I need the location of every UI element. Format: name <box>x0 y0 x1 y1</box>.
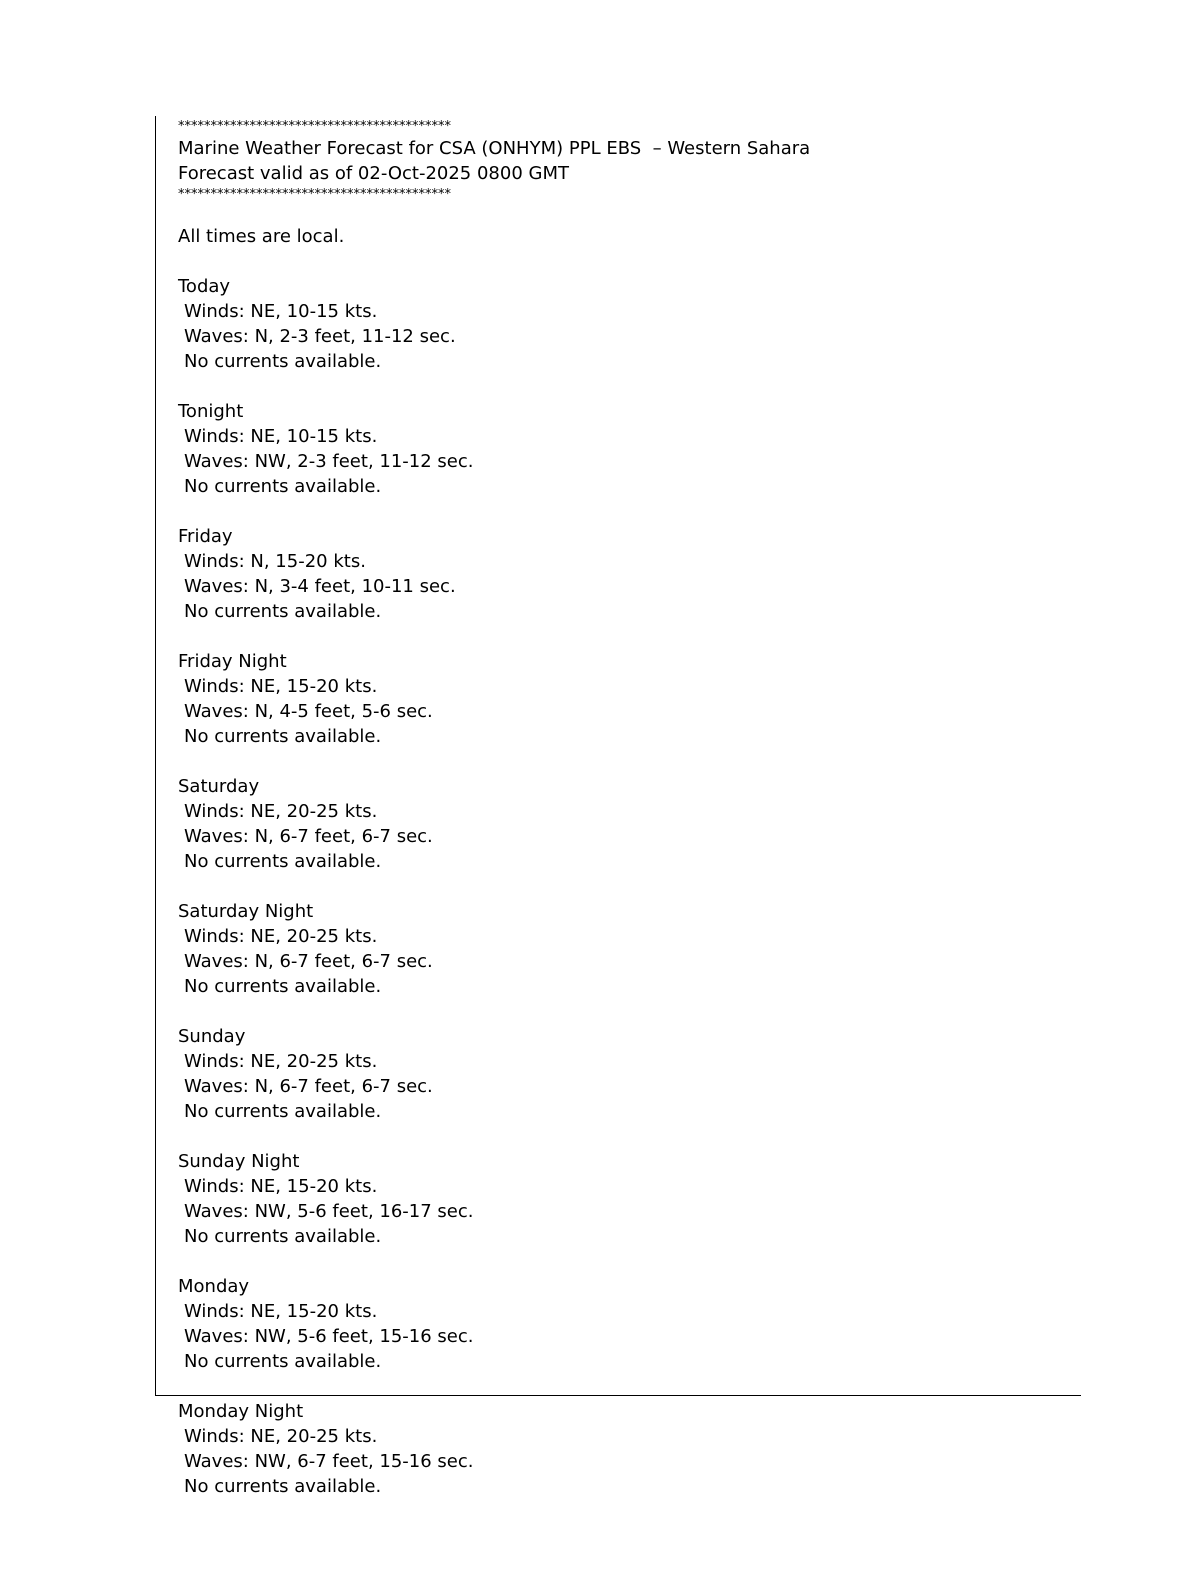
times-note: All times are local. <box>178 226 345 247</box>
period-name: Today <box>178 276 231 297</box>
period-waves: Waves: NW, 6-7 feet, 15-16 sec. <box>184 1451 474 1472</box>
period-sunday <box>178 1024 1078 1124</box>
period-winds: Winds: N, 15-20 kts. <box>184 551 366 572</box>
period-winds: Winds: NE, 20-25 kts. <box>184 1051 378 1072</box>
period-waves: Waves: N, 6-7 feet, 6-7 sec. <box>184 826 433 847</box>
period-name: Saturday <box>178 776 260 797</box>
period-monday <box>178 1274 1078 1374</box>
period-winds: Winds: NE, 15-20 kts. <box>184 1176 378 1197</box>
period-winds: Winds: NE, 10-15 kts. <box>184 426 378 447</box>
period-waves: Waves: NW, 2-3 feet, 11-12 sec. <box>184 451 474 472</box>
period-currents: No currents available. <box>184 1351 382 1372</box>
period-name: Friday Night <box>178 651 287 672</box>
period-currents: No currents available. <box>184 1101 382 1122</box>
period-name: Friday <box>178 526 233 547</box>
period-tonight <box>178 399 1078 499</box>
period-currents: No currents available. <box>184 601 382 622</box>
period-name: Monday Night <box>178 1401 304 1422</box>
period-winds: Winds: NE, 15-20 kts. <box>184 1301 378 1322</box>
stars-divider-top: ****************************************** <box>178 119 451 134</box>
period-waves: Waves: N, 3-4 feet, 10-11 sec. <box>184 576 456 597</box>
period-waves: Waves: N, 4-5 feet, 5-6 sec. <box>184 701 433 722</box>
period-waves: Waves: NW, 5-6 feet, 15-16 sec. <box>184 1326 474 1347</box>
period-name: Sunday <box>178 1026 246 1047</box>
period-currents: No currents available. <box>184 476 382 497</box>
period-winds: Winds: NE, 20-25 kts. <box>184 1426 378 1447</box>
period-saturday <box>178 774 1078 874</box>
period-winds: Winds: NE, 20-25 kts. <box>184 801 378 822</box>
forecast-title: Marine Weather Forecast for CSA (ONHYM) PPL EBS – Western Sahara <box>178 138 811 159</box>
period-saturday-night <box>178 899 1078 999</box>
period-currents: No currents available. <box>184 1226 382 1247</box>
forecast-valid-time: Forecast valid as of 02-Oct-2025 0800 GMT <box>178 163 569 184</box>
period-name: Saturday Night <box>178 901 314 922</box>
period-friday <box>178 524 1078 624</box>
period-currents: No currents available. <box>184 1476 382 1497</box>
period-currents: No currents available. <box>184 976 382 997</box>
forecast-content <box>178 118 1078 1499</box>
period-waves: Waves: N, 2-3 feet, 11-12 sec. <box>184 326 456 347</box>
period-waves: Waves: N, 6-7 feet, 6-7 sec. <box>184 1076 433 1097</box>
period-sunday-night <box>178 1149 1078 1249</box>
period-winds: Winds: NE, 20-25 kts. <box>184 926 378 947</box>
period-winds: Winds: NE, 15-20 kts. <box>184 676 378 697</box>
period-friday-night <box>178 649 1078 749</box>
period-currents: No currents available. <box>184 351 382 372</box>
period-name: Monday <box>178 1276 250 1297</box>
period-currents: No currents available. <box>184 726 382 747</box>
period-name: Sunday Night <box>178 1151 300 1172</box>
period-waves: Waves: NW, 5-6 feet, 16-17 sec. <box>184 1201 474 1222</box>
period-waves: Waves: N, 6-7 feet, 6-7 sec. <box>184 951 433 972</box>
period-monday-night <box>178 1399 1078 1499</box>
period-today <box>178 274 1078 374</box>
period-winds: Winds: NE, 10-15 kts. <box>184 301 378 322</box>
period-currents: No currents available. <box>184 851 382 872</box>
left-border-rule <box>155 116 156 1396</box>
period-name: Tonight <box>178 401 244 422</box>
stars-divider-bottom: ****************************************** <box>178 187 451 202</box>
